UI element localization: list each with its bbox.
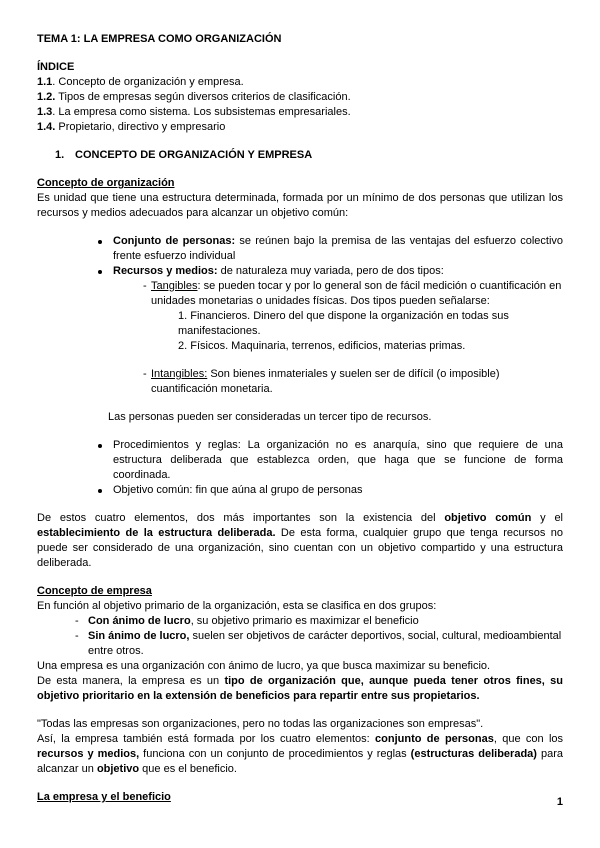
bullet-marker-icon <box>98 264 113 279</box>
text-run: de naturaleza muy variada, pero de dos tipos: <box>217 265 444 277</box>
doc-spacer <box>37 498 563 511</box>
text-run: (estructuras deliberada) <box>410 748 537 760</box>
text-run: suelen ser objetivos de carácter deportivos, social, cultural, medioambiental entre otros. <box>88 630 562 657</box>
doc-spacer <box>37 425 563 438</box>
doc-paragraph <box>37 511 563 571</box>
text-content <box>178 309 563 339</box>
doc-spacer <box>37 354 563 367</box>
text-content <box>37 32 563 47</box>
text-content <box>37 176 563 191</box>
text-run: establecimiento de la estructura deliberada. <box>37 527 276 539</box>
doc-spacer <box>37 163 563 176</box>
list-marker: - <box>75 615 79 627</box>
doc-sub-dash-item <box>37 279 563 309</box>
text-run: recursos y medios, <box>37 748 140 760</box>
text-run: Con ánimo de lucro <box>88 615 191 627</box>
text-content <box>151 367 563 397</box>
text-run: Intangibles: <box>151 368 208 380</box>
doc-paragraph <box>37 659 563 674</box>
text-run: 1. Financieros. Dinero del que dispone la organización en todas sus manifestaciones. <box>178 310 509 337</box>
doc-spacer <box>37 704 563 717</box>
text-run: Concepto de empresa <box>37 585 152 597</box>
text-run: Tipos de empresas según diversos criterios de clasificación. <box>55 91 351 103</box>
doc-spacer <box>37 47 563 60</box>
list-marker: - <box>143 280 147 292</box>
doc-sub-dash-item <box>37 367 563 397</box>
text-content <box>37 75 563 90</box>
text-content <box>151 279 563 309</box>
doc-section-heading <box>37 148 563 163</box>
doc-title <box>37 32 563 47</box>
doc-paragraph <box>37 105 563 120</box>
bullet-marker-icon <box>98 483 113 498</box>
text-content <box>113 483 563 498</box>
doc-paragraph <box>37 717 563 732</box>
list-marker: 1. <box>55 149 65 161</box>
doc-bullet-item <box>37 483 563 498</box>
text-run: objetivo <box>96 763 140 775</box>
text-content <box>113 234 563 264</box>
text-run: Concepto de organización <box>37 177 175 189</box>
text-content <box>37 120 563 135</box>
text-run: , su objetivo primario es maximizar el beneficio <box>190 615 419 627</box>
text-content <box>37 511 563 571</box>
doc-paragraph <box>37 674 563 704</box>
text-content <box>37 105 563 120</box>
doc-paragraph <box>37 75 563 90</box>
doc-bullet-item <box>37 234 563 264</box>
text-run: De esta manera, la empresa es un <box>37 675 225 687</box>
text-run: TEMA 1: LA EMPRESA COMO ORGANIZACIÓN <box>37 33 282 45</box>
text-content <box>37 732 563 777</box>
text-run: La empresa y el beneficio <box>37 791 171 803</box>
doc-spacer <box>37 777 563 790</box>
text-run: y el <box>531 512 564 524</box>
doc-bullet-item <box>37 438 563 483</box>
text-content <box>108 410 563 425</box>
text-run: Objetivo común: fin que aúna al grupo de personas <box>113 484 363 496</box>
text-run: objetivo común <box>444 512 532 524</box>
text-content <box>37 659 563 674</box>
doc-bullet-item <box>37 264 563 279</box>
doc-spacer <box>37 571 563 584</box>
text-content <box>37 790 563 805</box>
text-run: Son bienes inmateriales y suelen ser de difícil (o imposible) cuantificación monetaria. <box>151 368 500 395</box>
text-run: : se pueden tocar y por lo general son de fácil medición o cuantificación en unidades monetarias o unidades físicas. Dos tipos pueden señalarse: <box>151 280 562 307</box>
doc-spacer <box>37 135 563 148</box>
doc-paragraph <box>37 732 563 777</box>
list-marker: - <box>75 630 79 642</box>
text-run: tipo de organización que, aunque pueda tener otros fines, su objetivo prioritario en la extensión de beneficios para repartir entre sus propietarios. <box>37 675 563 702</box>
text-run: De esta forma, cualquier grupo que tenga recursos no puede ser considerado de una organización, sino cuentan con un objetivo compartido y una estructura deliberada. <box>37 527 563 569</box>
text-run: ÍNDICE <box>37 61 75 73</box>
disc-icon <box>98 240 102 244</box>
text-run: 1.4. <box>37 121 56 133</box>
doc-paragraph <box>37 60 563 75</box>
text-run: . Concepto de organización y empresa. <box>52 76 244 88</box>
text-run: conjunto de personas <box>375 733 494 745</box>
text-run: 1.1 <box>37 76 53 88</box>
disc-icon <box>98 270 102 274</box>
doc-spacer <box>37 221 563 234</box>
text-content <box>88 614 563 629</box>
page-number: 1 <box>556 796 563 808</box>
text-content <box>113 438 563 483</box>
doc-subheading <box>37 584 563 599</box>
doc-numbered-subitem <box>37 339 563 354</box>
text-run: Conjunto de personas: <box>113 235 236 247</box>
doc-paragraph <box>37 90 563 105</box>
doc-paragraph <box>37 120 563 135</box>
text-content <box>178 339 563 354</box>
text-content <box>37 60 563 75</box>
text-content <box>37 90 563 105</box>
doc-dash-item <box>37 629 563 659</box>
text-run: funciona con un conjunto de procedimientos y reglas <box>139 748 411 760</box>
text-content <box>88 629 563 659</box>
text-run: Así, la empresa también está formada por los cuatro elementos: <box>37 733 376 745</box>
text-content <box>37 674 563 704</box>
bullet-marker-icon <box>98 234 113 264</box>
text-run: Propietario, directivo y empresario <box>55 121 226 133</box>
doc-spacer <box>37 397 563 410</box>
text-run: Sin ánimo de lucro, <box>88 630 190 642</box>
doc-paragraph <box>37 191 563 221</box>
bullet-marker-icon <box>98 438 113 483</box>
text-run: . La empresa como sistema. Los subsistemas empresariales. <box>52 106 351 118</box>
text-run: "Todas las empresas son organizaciones, pero no todas las organizaciones son empresas". <box>37 718 484 730</box>
doc-dash-item <box>37 614 563 629</box>
disc-icon <box>98 489 102 493</box>
text-run: 1.3 <box>37 106 53 118</box>
doc-subheading <box>37 176 563 191</box>
text-run: Procedimientos y reglas: La organización no es anarquía, sino que requiere de una estructura deliberada que establezca orden, que haga que se funcione de forma coordinada. <box>113 439 563 481</box>
text-run: Tangibles <box>151 280 198 292</box>
text-run: Es unidad que tiene una estructura determinada, formada por un mínimo de dos personas que utilizan los recursos y medios adecuados para alcanzar un objetivo común: <box>37 192 563 219</box>
text-content <box>75 148 563 163</box>
text-content <box>113 264 563 279</box>
text-run: CONCEPTO DE ORGANIZACIÓN Y EMPRESA <box>75 149 313 161</box>
text-run: De estos cuatro elementos, dos más importantes son la existencia del <box>37 512 445 524</box>
text-run: se reúnen bajo la premisa de las ventajas del esfuerzo colectivo frente esfuerzo individual <box>113 235 563 262</box>
text-run: Las personas pueden ser consideradas un tercer tipo de recursos. <box>108 411 432 423</box>
text-run: , que con los <box>493 733 563 745</box>
text-run: 2. Físicos. Maquinaria, terrenos, edificios, materias primas. <box>178 340 466 352</box>
text-run: Una empresa es una organización con ánimo de lucro, ya que busca maximizar su beneficio. <box>37 660 491 672</box>
text-content <box>37 599 563 614</box>
text-content <box>37 717 563 732</box>
text-run: 1.2. <box>37 91 56 103</box>
doc-numbered-subitem <box>37 309 563 339</box>
text-run: para alcanzar un <box>37 748 563 775</box>
text-run: En función al objetivo primario de la organización, esta se clasifica en dos grupos: <box>37 600 437 612</box>
text-content <box>37 584 563 599</box>
text-content <box>37 191 563 221</box>
doc-subheading <box>37 790 563 805</box>
text-run: que es el beneficio. <box>139 763 237 775</box>
text-run: Recursos y medios: <box>113 265 218 277</box>
disc-icon <box>98 444 102 448</box>
list-marker: - <box>143 368 147 380</box>
doc-indented-paragraph <box>37 410 563 425</box>
doc-paragraph <box>37 599 563 614</box>
